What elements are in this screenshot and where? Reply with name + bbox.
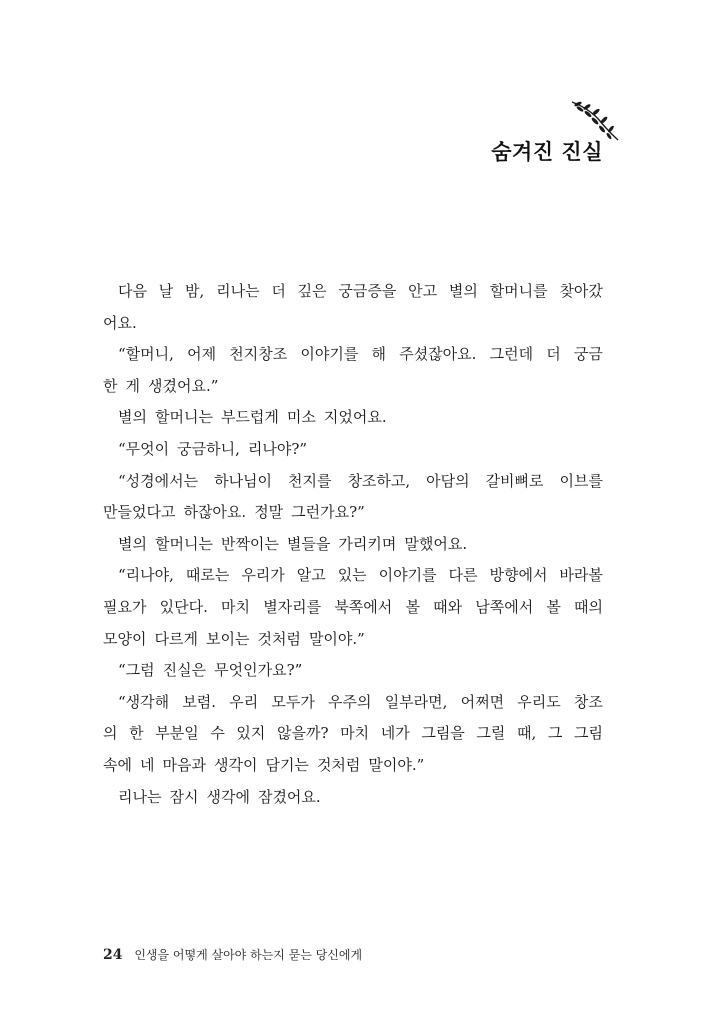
word: 반짝이는 — [220, 534, 279, 553]
word: 때, — [517, 724, 537, 743]
word: 우주의 — [328, 692, 372, 711]
word: 무엇인가요?” — [214, 661, 303, 680]
word: 하나님이 — [214, 471, 273, 490]
word: 정말 — [254, 503, 284, 522]
text-line — [103, 655, 603, 687]
word: 보렴. — [182, 692, 217, 711]
word: 보이는 — [205, 629, 250, 648]
word: 하잖아요. — [183, 503, 247, 522]
word: 방향에서 — [489, 566, 548, 585]
word: 필요가 — [103, 597, 147, 616]
page-number: 24 — [103, 947, 123, 963]
word: 어요. — [103, 313, 137, 332]
word: 해 — [371, 345, 387, 364]
chapter-heading — [491, 136, 603, 166]
word: 생각이 — [213, 755, 258, 774]
word: 창조하고, — [347, 471, 411, 490]
word: 있는 — [337, 566, 367, 585]
word: 우리 — [229, 692, 259, 711]
word: 창조 — [573, 692, 603, 711]
text-line — [103, 308, 603, 340]
word: 부분일 — [155, 724, 199, 743]
word: 그런데 — [489, 345, 534, 364]
word: 알고 — [296, 566, 326, 585]
word: 궁금 — [573, 345, 603, 364]
word: 잠시 — [169, 787, 199, 806]
word: “할머니, — [118, 345, 174, 364]
word: 네가 — [380, 724, 410, 743]
word: 리나는 — [118, 787, 162, 806]
word: 한 — [103, 376, 118, 395]
word: 주셨잖아요. — [399, 345, 477, 364]
word: 말했어요. — [404, 534, 468, 553]
word: 별의 — [118, 534, 147, 553]
text-line — [103, 497, 603, 529]
text-line — [103, 529, 603, 561]
text-line — [103, 371, 603, 403]
word: 담기는 — [265, 755, 309, 774]
word: 있단다. — [159, 597, 208, 616]
word: 만들었다고 — [103, 503, 176, 522]
word: 생각에 — [206, 787, 250, 806]
word: 다음 — [118, 282, 147, 300]
word: 그림 — [574, 724, 603, 743]
word: 다르게 — [154, 629, 198, 648]
text-line — [103, 782, 603, 814]
word: 모양이 — [103, 629, 147, 648]
word: 잠겼어요. — [257, 787, 321, 806]
word: 볼 — [405, 597, 420, 616]
word: 남쪽에서 — [475, 597, 534, 616]
word: 부드럽게 — [220, 408, 279, 427]
word: 궁금증을 — [338, 282, 397, 300]
word: 속에 — [103, 755, 132, 774]
word: 때로는 — [185, 566, 230, 585]
word: 것처럼 — [316, 755, 361, 774]
chapter-title: 숨겨진 진실 — [491, 140, 603, 164]
text-line — [103, 624, 603, 656]
text-line — [103, 402, 603, 434]
word: 그 — [547, 724, 563, 743]
word: 다른 — [448, 566, 478, 585]
word: 가리키며 — [338, 534, 397, 553]
word: 안고 — [408, 282, 438, 300]
word: 말이야.” — [368, 755, 425, 774]
word: 찾아갔 — [559, 282, 603, 300]
text-line — [103, 750, 603, 782]
word: 할머니는 — [154, 534, 213, 553]
word: 갈비뼈로 — [485, 471, 544, 490]
word: 이야기를 — [300, 345, 359, 364]
word: 천지를 — [288, 471, 332, 490]
word: 우리가 — [241, 566, 285, 585]
word: 한 — [129, 724, 144, 743]
word: “성경에서는 — [118, 471, 199, 490]
word: 이야기를 — [378, 566, 437, 585]
word: 네 — [139, 755, 155, 774]
running-title: 인생을 어떻게 살아야 하는지 묻는 당신에게 — [134, 948, 363, 962]
word: 게 — [125, 376, 140, 395]
word: 그런가요?” — [291, 503, 365, 522]
word: 밤, — [185, 282, 205, 300]
word: “무엇이 — [118, 439, 170, 458]
word: 지었어요. — [323, 408, 387, 427]
text-line — [103, 560, 603, 592]
word: 별의 — [448, 282, 478, 300]
word: 말이야.” — [308, 629, 365, 648]
word: 궁금하니, — [177, 439, 240, 458]
word: 별의 — [118, 408, 147, 427]
word: 미소 — [286, 408, 316, 427]
word: 별들을 — [286, 534, 331, 553]
word: 북쪽에서 — [334, 597, 393, 616]
text-line — [103, 592, 603, 624]
word: 아담의 — [426, 471, 470, 490]
word: 마치 — [340, 724, 370, 743]
word: 날 — [158, 282, 174, 300]
story-body — [103, 276, 603, 813]
word: 깊은 — [297, 282, 327, 300]
text-line — [103, 718, 603, 750]
word: 것처럼 — [257, 629, 301, 648]
word: “그럼 — [118, 661, 155, 680]
word: “리나야, — [118, 566, 174, 585]
text-line — [103, 339, 603, 371]
word: 있지 — [236, 724, 266, 743]
word: 우리도 — [517, 692, 561, 711]
word: 모두가 — [271, 692, 315, 711]
text-line — [103, 434, 603, 466]
text-line — [103, 466, 603, 498]
word: 생겼어요.” — [148, 376, 219, 395]
word: 더 — [271, 282, 286, 300]
word: 때의 — [574, 597, 603, 616]
word: 수 — [210, 724, 225, 743]
word: 바라볼 — [559, 566, 603, 585]
word: 일부라면, — [384, 692, 448, 711]
word: 때와 — [433, 597, 463, 616]
word: 리나는 — [216, 282, 260, 300]
word: 그릴 — [476, 724, 506, 743]
word: 할머니는 — [154, 408, 213, 427]
word: 더 — [546, 345, 561, 364]
text-line — [103, 687, 603, 719]
word: 리나야?” — [247, 439, 308, 458]
word: 볼 — [546, 597, 561, 616]
word: “생각해 — [118, 692, 170, 711]
word: 의 — [103, 724, 118, 743]
word: 어쩌면 — [460, 692, 505, 711]
word: 천지창조 — [229, 345, 288, 364]
word: 않을까? — [277, 724, 329, 743]
word: 별자리를 — [263, 597, 322, 616]
word: 그림을 — [421, 724, 465, 743]
text-line — [103, 276, 603, 308]
word: 할머니를 — [489, 282, 548, 300]
word: 마음과 — [162, 755, 206, 774]
word: 이브를 — [559, 471, 603, 490]
word: 진실은 — [162, 661, 207, 680]
word: 어제 — [187, 345, 217, 364]
page-footer — [103, 946, 362, 963]
word: 마치 — [221, 597, 251, 616]
